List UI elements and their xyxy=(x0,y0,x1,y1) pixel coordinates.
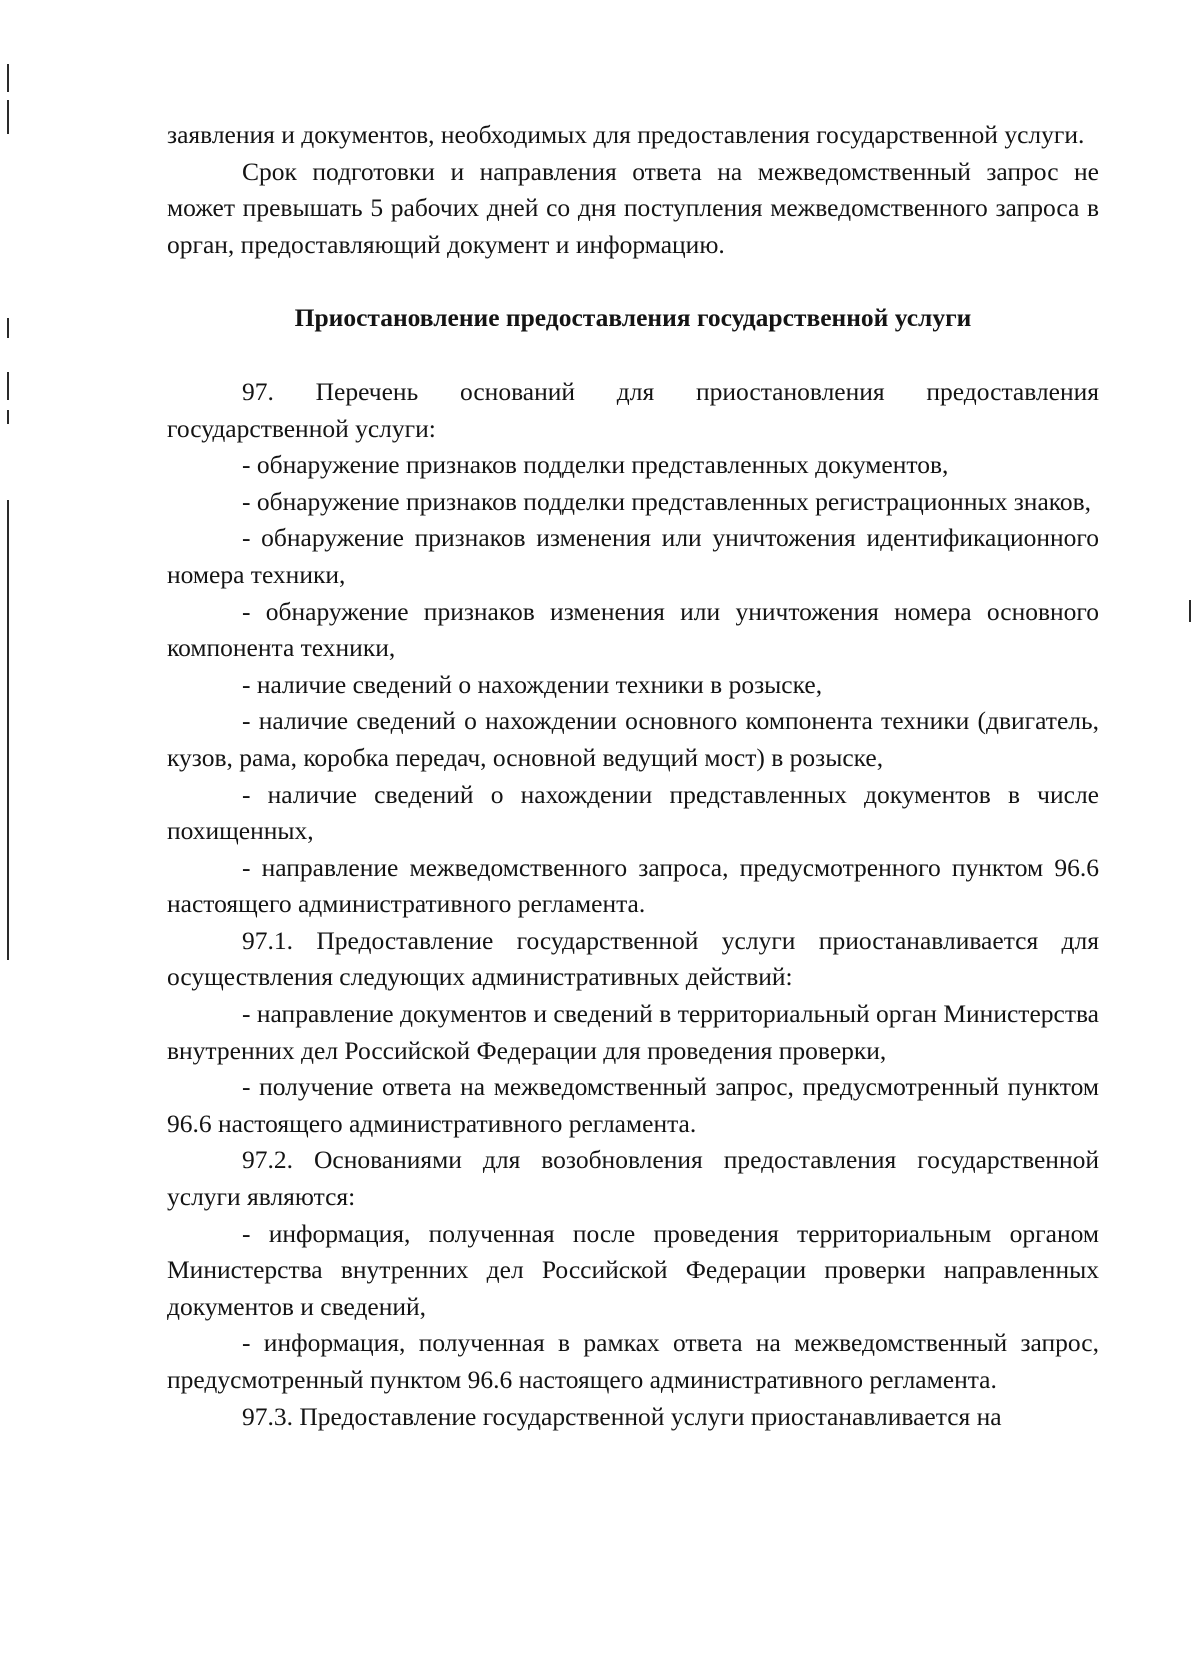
scan-edge-mark xyxy=(7,318,9,338)
scan-edge-mark xyxy=(7,64,9,92)
list-item: - получение ответа на межведомственный запрос, предусмотренный пунктом 96.6 настоящего административного регламента. xyxy=(167,1072,1099,1138)
list-item: - наличие сведений о нахождении основного компонента техники (двигатель, кузов, рама, коробка передач, основной ведущий мост) в розыске, xyxy=(167,706,1099,772)
list-item: - обнаружение признаков изменения или уничтожения номера основного компонента техники, xyxy=(167,596,1099,663)
paragraph: 97.1. Предоставление государственной услуги приостанавливается для осуществления следующих административных действий: xyxy=(167,925,1099,992)
scan-edge-mark xyxy=(7,500,9,960)
list-item: - информация, полученная в рамках ответа на межведомственный запрос, предусмотренный пунктом 96.6 настоящего административного регламента. xyxy=(167,1328,1099,1394)
document-body xyxy=(167,117,1099,1435)
paragraph: заявления и документов, необходимых для предоставления государственной услуги. xyxy=(167,120,1085,149)
paragraph: Срок подготовки и направления ответа на межведомственный запрос не может превышать 5 рабочих дней со дня поступления межведомственного запроса в орган, предоставляющий документ и информацию. xyxy=(167,156,1099,259)
scan-edge-mark xyxy=(7,410,9,424)
paragraph: 97.3. Предоставление государственной услуги приостанавливается на xyxy=(242,1401,1002,1431)
list-item: - информация, полученная после проведения территориальным органом Министерства внутренних дел Российской Федерации проверки направленных документов и сведений, xyxy=(167,1218,1099,1321)
list-item: - обнаружение признаков подделки представленных документов, xyxy=(242,450,949,480)
scan-edge-mark xyxy=(7,100,9,134)
scan-edge-mark xyxy=(7,372,9,400)
section-heading: Приостановление предоставления государственной услуги xyxy=(294,303,972,333)
list-item: - обнаружение признаков изменения или уничтожения идентификационного номера техники, xyxy=(167,523,1099,589)
list-item: - направление межведомственного запроса, предусмотренного пунктом 96.6 настоящего административного регламента. xyxy=(167,852,1099,919)
scan-edge-mark xyxy=(1189,600,1191,622)
list-item: - наличие сведений о нахождении техники в розыске, xyxy=(242,669,823,699)
list-item: - обнаружение признаков подделки представленных регистрационных знаков, xyxy=(242,486,1092,516)
list-item: - направление документов и сведений в территориальный орган Министерства внутренних дел Российской Федерации для проведения проверки, xyxy=(167,999,1099,1065)
paragraph: 97. Перечень оснований для приостановления предоставления государственной услуги: xyxy=(167,376,1099,443)
paragraph: 97.2. Основаниями для возобновления предоставления государственной услуги являются: xyxy=(167,1145,1099,1212)
list-item: - наличие сведений о нахождении представленных документов в числе похищенных, xyxy=(167,779,1099,846)
